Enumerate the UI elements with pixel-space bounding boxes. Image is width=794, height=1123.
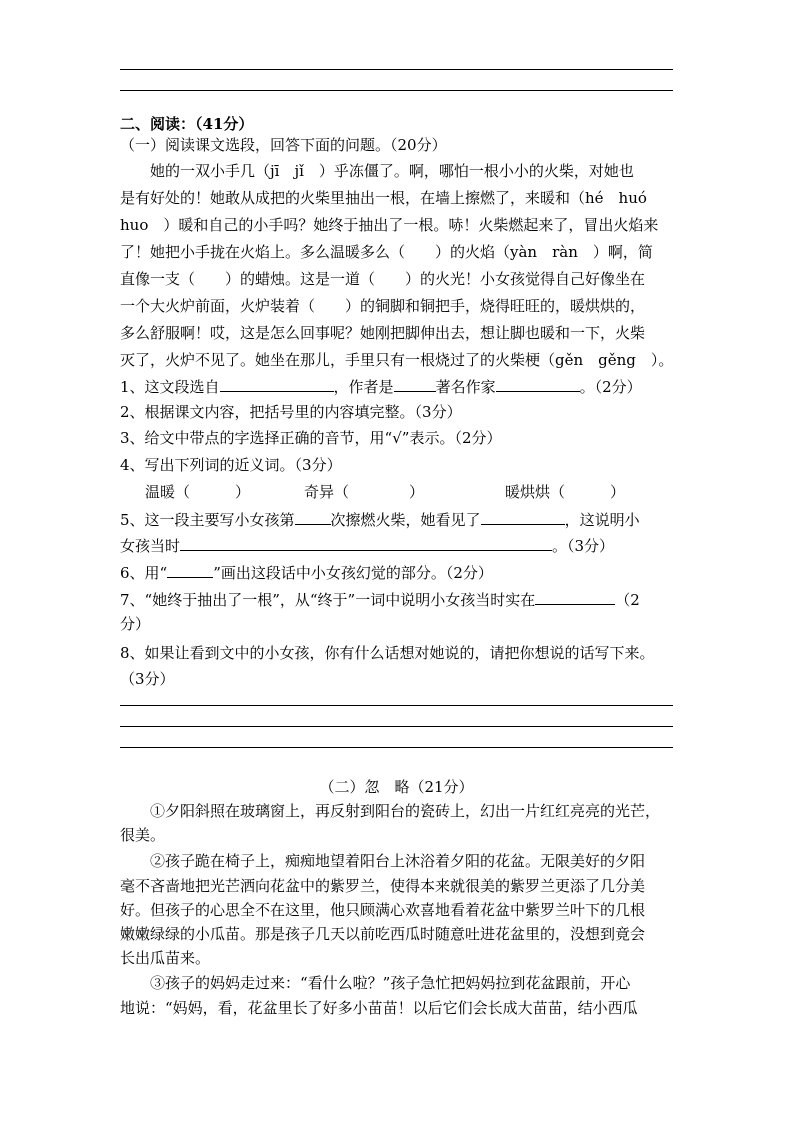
- passage-line: 直像一支（ ）的蜡烛。这是一道（ ）的火光！小女孩觉得自己好像坐在: [120, 270, 646, 288]
- answer-line: [120, 90, 673, 91]
- section-title: 二、阅读：（41分）: [120, 115, 254, 133]
- reading-line: 好。但孩子的心思全不在这里，他只顾满心欢喜地看着花盆中紫罗兰叶下的几根: [120, 901, 646, 919]
- answer-line[interactable]: [120, 747, 673, 748]
- question-2: 2、根据课文内容，把括号里的内容填完整。（3分）: [120, 403, 462, 421]
- answer-blank[interactable]: [496, 376, 580, 392]
- passage-line: 是有好处的！她敢从成把的火柴里抽出一根，在墙上擦燃了，来暖和（hé huó: [120, 189, 647, 207]
- reading-line: 很美。: [120, 826, 166, 844]
- answer-blank[interactable]: [394, 376, 436, 392]
- reading-line: 长出瓜苗来。: [120, 949, 211, 967]
- answer-blank[interactable]: [220, 376, 334, 392]
- question-8-cont: （3分）: [120, 670, 175, 688]
- answer-line: [120, 69, 673, 70]
- reading-line: 地说：“妈妈，看，花盆里长了好多小苗苗！以后它们会长成大苗苗，结小西瓜: [120, 999, 638, 1017]
- reading-line: ①夕阳斜照在玻璃窗上，再反射到阳台的瓷砖上，幻出一片红红亮亮的光芒，: [120, 802, 661, 820]
- part2-heading: （二）忽 略（21分）: [319, 778, 474, 796]
- reading-line: ③孩子的妈妈走过来：“看什么啦？”孩子急忙把妈妈拉到花盆跟前，开心: [120, 974, 631, 992]
- question-4: 4、写出下列词的近义词。（3分）: [120, 456, 342, 474]
- question-6: 6、用“ ”画出这段话中小女孩幻觉的部分。（2分）: [120, 564, 493, 582]
- question-7-cont: 分）: [120, 615, 151, 633]
- passage-line: 她的一双小手几（jī jǐ ）乎冻僵了。啊，哪怕一根小小的火柴，对她也: [120, 162, 634, 180]
- answer-blank[interactable]: [535, 589, 615, 605]
- reading-line: 毫不吝啬地把光芒洒向花盆中的紫罗兰，使得本来就很美的紫罗兰更添了几分美: [120, 877, 646, 895]
- passage-line: huo ）暖和自己的小手吗？她终于抽出了一根。哧！火柴燃起来了，冒出火焰来: [120, 216, 659, 234]
- passage-line: 一个大火炉前面，火炉装着（ ）的铜脚和铜把手，烧得旺旺的，暖烘烘的，: [120, 297, 646, 315]
- passage-line: 多么舒服啊！哎，这是怎么回事呢？她刚把脚伸出去，想让脚也暖和一下，火柴: [120, 324, 646, 342]
- synonym-item[interactable]: 温暖（ ）: [145, 483, 251, 501]
- answer-blank[interactable]: [481, 509, 565, 525]
- synonym-item[interactable]: 奇异（ ）: [304, 483, 425, 501]
- answer-blank[interactable]: [295, 509, 331, 525]
- answer-line[interactable]: [120, 726, 673, 727]
- question-5: 5、这一段主要写小女孩第 次擦燃火柴，她看见了 ，这说明小: [120, 511, 640, 529]
- synonym-item[interactable]: 暖烘烘（ ）: [505, 483, 626, 501]
- question-7: 7、“她终于抽出了一根”，从“终于”一词中说明小女孩当时实在 （2: [120, 591, 640, 609]
- passage-line: 灭了，火炉不见了。她坐在那儿，手里只有一根烧过了的火柴梗（gěn gěng ）。: [120, 351, 674, 369]
- answer-line[interactable]: [120, 705, 673, 706]
- part1-heading: （一）阅读课文选段，回答下面的问题。（20分）: [120, 136, 447, 154]
- question-1: 1、这文段选自 ，作者是 著名作家 。（2分）: [120, 378, 642, 396]
- reading-line: ②孩子跪在椅子上，痴痴地望着阳台上沐浴着夕阳的花盆。无限美好的夕阳: [120, 852, 646, 870]
- reading-line: 嫩嫩绿绿的小瓜苗。那是孩子几天以前吃西瓜时随意吐进花盆里的，没想到竟会: [120, 925, 646, 943]
- question-3: 3、给文中带点的字选择正确的音节，用“√”表示。（2分）: [120, 429, 502, 447]
- question-5-cont: 女孩当时 。（3分）: [120, 537, 615, 555]
- passage-line: 了！她把小手拢在火焰上。多么温暖多么（ ）的火焰（yàn ràn ）啊，简: [120, 243, 653, 261]
- question-8: 8、如果让看到文中的小女孩，你有什么话想对她说的，请把你想说的话写下来。: [120, 644, 655, 662]
- answer-blank[interactable]: [180, 535, 552, 551]
- underline-sample: [167, 562, 213, 578]
